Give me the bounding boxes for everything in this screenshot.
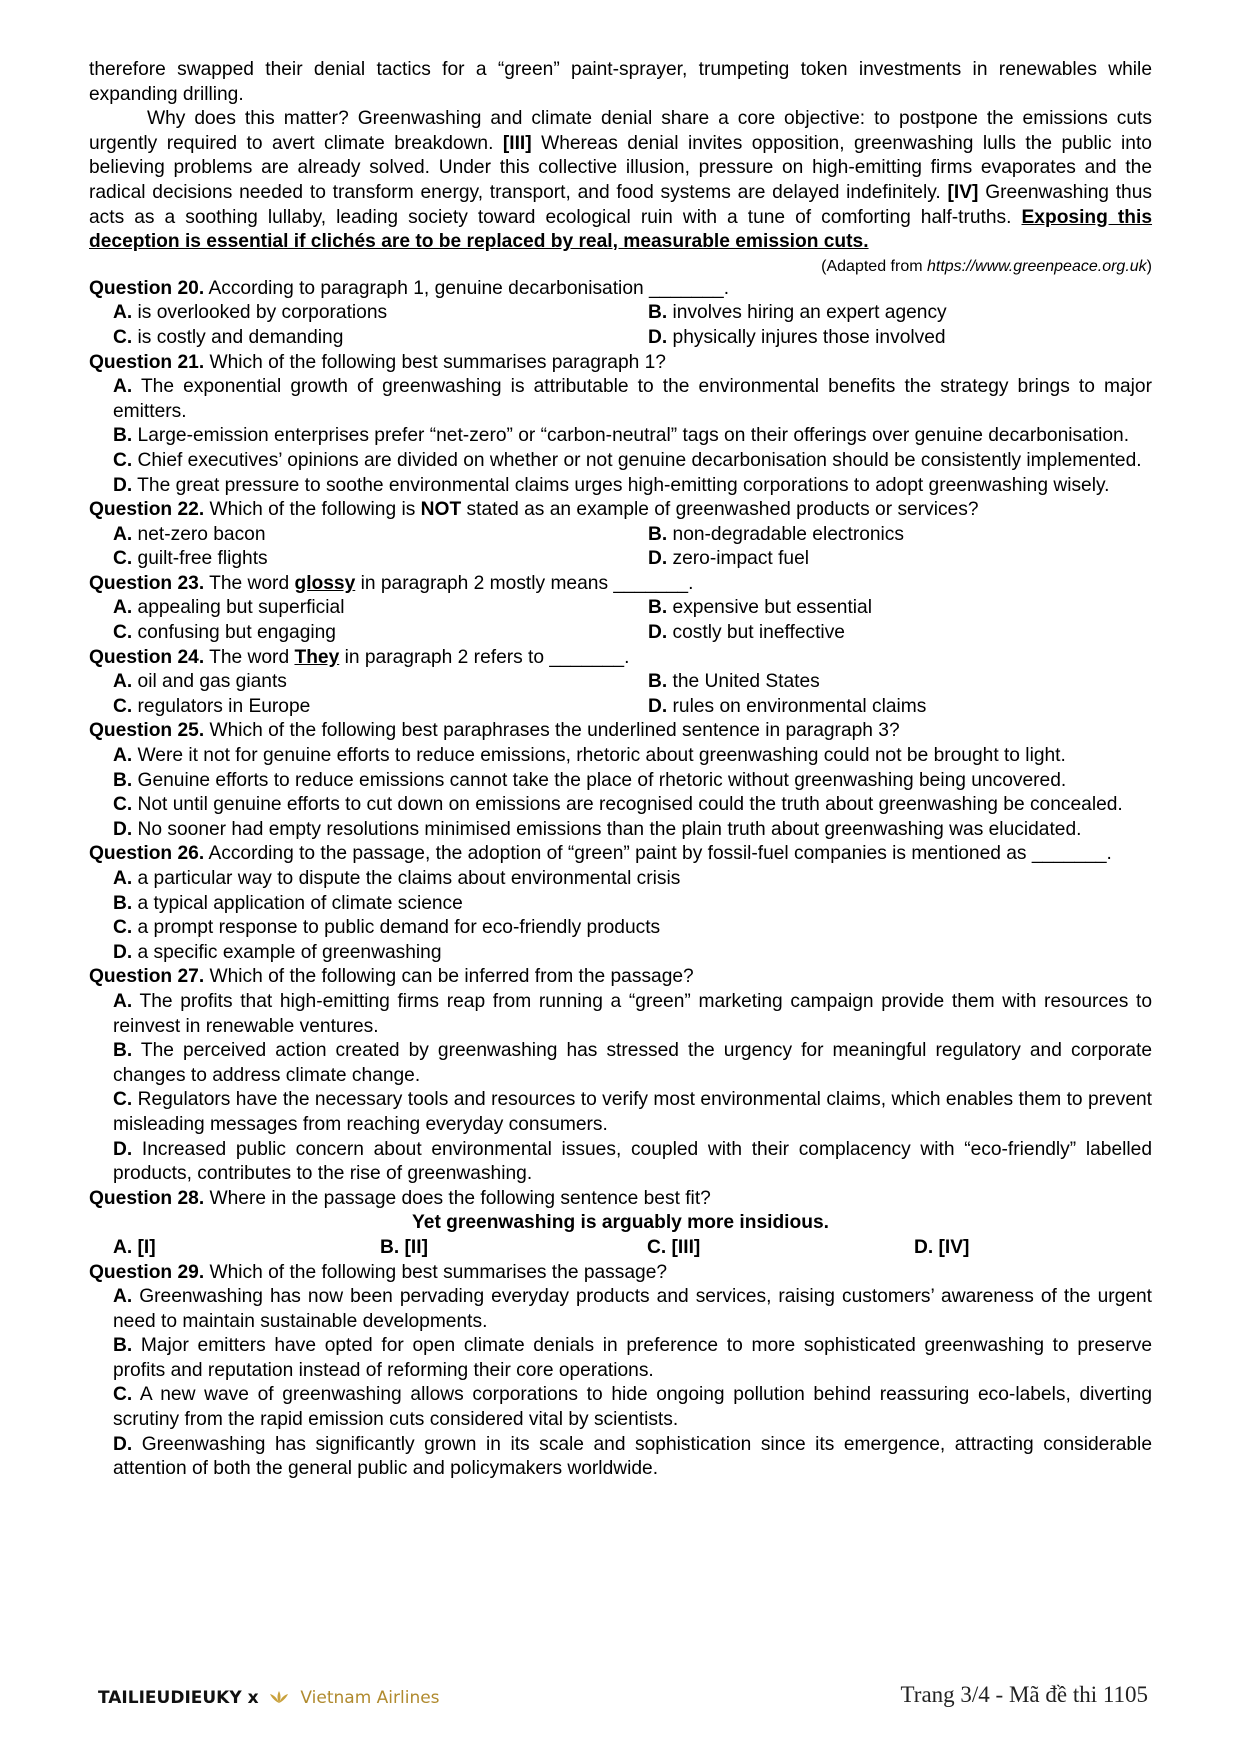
- options-24: [89, 670, 1152, 719]
- question-25: Question 25. Which of the following best paraphrases the underlined sentence in paragraph 3?: [89, 720, 900, 742]
- option-c[interactable]: C. Not until genuine efforts to cut down on emissions are recognised could the truth about greenwashing be concealed.: [113, 794, 1123, 816]
- lotus-icon: [268, 1690, 290, 1704]
- options-28: [89, 1236, 1152, 1261]
- options-26: [89, 867, 1152, 965]
- option-d[interactable]: D. Increased public concern about environmental issues, coupled with their complacency with “eco-friendly” labelled products, contributes to the rise of greenwashing.: [113, 1138, 1152, 1185]
- brand-right: Vietnam Airlines: [300, 1688, 440, 1708]
- option-b[interactable]: B. non-degradable electronics: [648, 523, 904, 545]
- option-c[interactable]: C. [III]: [647, 1236, 701, 1258]
- marker-iv: [IV]: [947, 181, 979, 203]
- options-27: [89, 990, 1152, 1187]
- option-b[interactable]: B. expensive but essential: [648, 597, 872, 619]
- option-c[interactable]: C. A new wave of greenwashing allows corporations to hide ongoing pollution behind reassuring eco-labels, diverting scrutiny from the rapid emission cuts considered vital by scientists.: [113, 1384, 1152, 1431]
- options-20: [89, 301, 1152, 350]
- question-26: Question 26. According to the passage, the adoption of “green” paint by fossil-fuel companies is mentioned as _______.: [89, 843, 1112, 865]
- page-number: Trang 3/4 - Mã đề thi 1105: [900, 1682, 1148, 1707]
- option-a[interactable]: A. oil and gas giants: [113, 671, 287, 693]
- option-d[interactable]: D. costly but ineffective: [648, 622, 845, 644]
- passage-paragraph-3: [89, 107, 1152, 255]
- option-b[interactable]: B. a typical application of climate science: [113, 892, 463, 914]
- option-a[interactable]: A. The profits that high-emitting firms reap from running a “green” marketing campaign provide them with resources to reinvest in renewable ventures.: [113, 990, 1152, 1037]
- question-22: Question 22. Which of the following is NOT stated as an example of greenwashed products or services?: [89, 499, 979, 521]
- options-21: [89, 375, 1152, 498]
- marker-iii: [III]: [502, 132, 532, 154]
- passage-text: Whereas denial invites opposition, greenwashing lulls the public into believing problems are already solved. Under this collective illusion, pressure on high-emitting firms evaporates and the radical decisions needed to transform energy, transport, and food systems are delayed indefinitely.: [89, 132, 1152, 203]
- options-22: [89, 523, 1152, 572]
- page-footer: [98, 1680, 1148, 1714]
- options-29: [89, 1285, 1152, 1482]
- option-d[interactable]: D. rules on environmental claims: [648, 695, 927, 717]
- option-b[interactable]: B. the United States: [648, 671, 820, 693]
- option-c[interactable]: C. Chief executives’ opinions are divided on whether or not genuine decarbonisation should be consistently implemented.: [113, 449, 1142, 471]
- option-a[interactable]: A. appealing but superficial: [113, 597, 345, 619]
- question-24: Question 24. The word They in paragraph 2 refers to _______.: [89, 646, 630, 668]
- exam-page: [89, 58, 1152, 1482]
- question-29: Question 29. Which of the following best summarises the passage?: [89, 1261, 668, 1283]
- brand-logo: [98, 1688, 440, 1708]
- passage-text: Greenwashing thus acts as a soothing lullaby, leading society toward ecological ruin with a tune of comforting half-truths.: [89, 181, 1152, 228]
- target-word: glossy: [294, 572, 356, 594]
- option-d[interactable]: D. a specific example of greenwashing: [113, 941, 442, 963]
- options-23: [89, 596, 1152, 645]
- option-d[interactable]: D. zero-impact fuel: [648, 548, 810, 570]
- question-23: Question 23. The word glossy in paragraph 2 mostly means _______.: [89, 572, 694, 594]
- option-d[interactable]: D. [IV]: [914, 1236, 970, 1258]
- option-b[interactable]: B. The perceived action created by greenwashing has stressed the urgency for meaningful regulatory and corporate changes to address climate change.: [113, 1040, 1152, 1086]
- option-a[interactable]: A. Were it not for genuine efforts to reduce emissions, rhetoric about greenwashing could not be brought to light.: [113, 745, 1066, 767]
- brand-left: TAILIEUDIEUKY x: [98, 1688, 259, 1708]
- option-d[interactable]: D. The great pressure to soothe environmental claims urges high-emitting corporations to adopt greenwashing wisely.: [113, 474, 1110, 496]
- option-a[interactable]: A. Greenwashing has now been pervading everyday products and services, raising customers’ awareness of the urgent need to maintain sustainable developments.: [113, 1286, 1152, 1332]
- question-20: Question 20. According to paragraph 1, genuine decarbonisation _______.: [89, 277, 730, 299]
- option-b[interactable]: B. involves hiring an expert agency: [648, 302, 947, 324]
- passage-text: Why does this matter? Greenwashing and climate denial share a core objective: to postpone the emissions cuts urgently required to avert climate breakdown.: [89, 108, 1152, 154]
- option-c[interactable]: C. guilt-free flights: [113, 548, 268, 570]
- option-a[interactable]: A. [I]: [113, 1236, 156, 1258]
- option-d[interactable]: D. physically injures those involved: [648, 326, 946, 348]
- question-28: Question 28. Where in the passage does the following sentence best fit?: [89, 1187, 711, 1209]
- option-a[interactable]: A. net-zero bacon: [113, 523, 266, 545]
- option-a[interactable]: A. is overlooked by corporations: [113, 302, 388, 324]
- option-b[interactable]: B. Large-emission enterprises prefer “net-zero” or “carbon-neutral” tags on their offerings over genuine decarbonisation.: [113, 425, 1130, 447]
- question-27: Question 27. Which of the following can be inferred from the passage?: [89, 966, 694, 988]
- option-c[interactable]: C. Regulators have the necessary tools and resources to verify most environmental claims, which enables them to prevent misleading messages from reaching everyday consumers.: [113, 1089, 1153, 1135]
- question-21: Question 21. Which of the following best summarises paragraph 1?: [89, 351, 666, 373]
- option-d[interactable]: D. No sooner had empty resolutions minimised emissions than the plain truth about greenwashing was elucidated.: [113, 818, 1082, 840]
- option-b[interactable]: B. Genuine efforts to reduce emissions cannot take the place of rhetoric without greenwashing being uncovered.: [113, 769, 1067, 791]
- option-c[interactable]: C. confusing but engaging: [113, 622, 336, 644]
- option-a[interactable]: A. a particular way to dispute the claims about environmental crisis: [113, 868, 681, 889]
- underlined-sentence: Exposing this deception is essential if clichés are to be replaced by real, measurable emission cuts.: [89, 206, 1153, 253]
- target-word: They: [294, 646, 340, 668]
- source-citation: (Adapted from https://www.greenpeace.org.uk): [821, 257, 1152, 275]
- option-d[interactable]: D. Greenwashing has significantly grown in its scale and sophistication since its emergence, attracting considerable attention of both the general public and policymakers worldwide.: [113, 1433, 1152, 1480]
- option-b[interactable]: B. Major emitters have opted for open climate denials in preference to more sophisticated greenwashing to preserve profits and reputation instead of reforming their core operations.: [113, 1335, 1152, 1381]
- passage-paragraph-2-end: therefore swapped their denial tactics for a “green” paint-sprayer, trumpeting token investments in renewables while expanding drilling.: [89, 59, 1152, 105]
- source-url: https://www.greenpeace.org.uk: [926, 257, 1147, 275]
- insert-sentence: Yet greenwashing is arguably more insidious.: [412, 1212, 829, 1234]
- option-a[interactable]: A. The exponential growth of greenwashing is attributable to the environmental benefits the strategy brings to major emitters.: [113, 376, 1152, 422]
- option-c[interactable]: C. is costly and demanding: [113, 326, 344, 348]
- option-c[interactable]: C. a prompt response to public demand for eco-friendly products: [113, 917, 661, 939]
- option-b[interactable]: B. [II]: [380, 1236, 428, 1258]
- options-25: [89, 744, 1152, 842]
- option-c[interactable]: C. regulators in Europe: [113, 695, 311, 717]
